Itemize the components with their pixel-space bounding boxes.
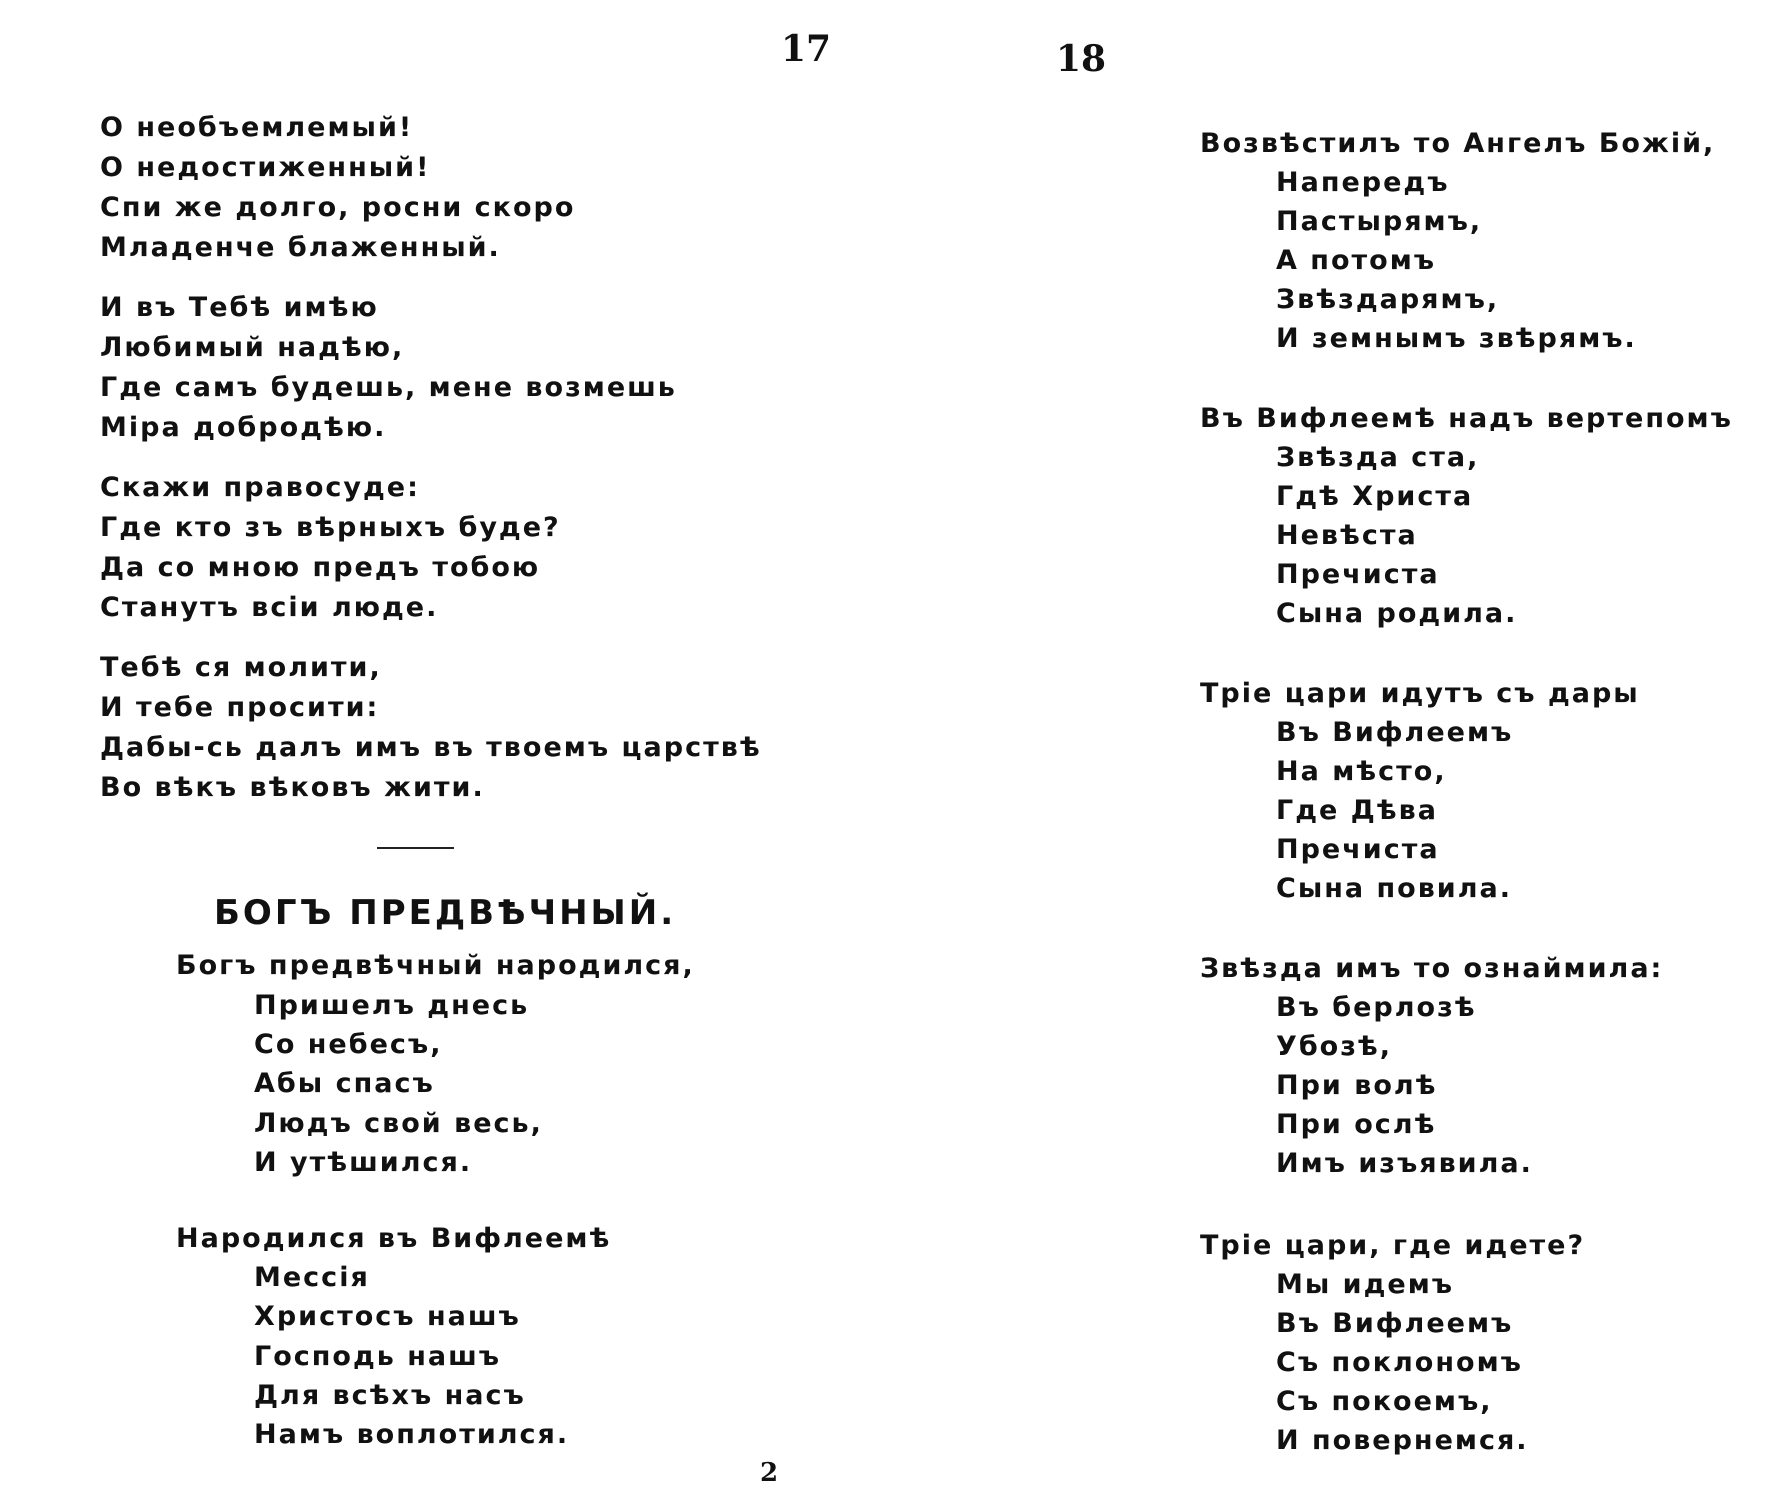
- song-title: БОГЪ ПРЕДВѢЧНЫЙ.: [214, 893, 677, 933]
- verse-line: Пречиста: [1276, 834, 1440, 865]
- verse-line: И земнымъ звѣрямъ.: [1276, 323, 1637, 354]
- verse-line: О необъемлемый!: [100, 112, 414, 143]
- verse-line: Въ Вифлеемъ: [1276, 717, 1514, 748]
- verse-line: Где кто зъ вѣрныхъ буде?: [100, 512, 561, 543]
- verse-line: Мы идемъ: [1276, 1269, 1455, 1300]
- verse-line: Дабы-сь далъ имъ въ твоемъ царствѣ: [100, 732, 762, 763]
- verse-line: Где самъ будешь, мене возмешь: [100, 372, 677, 403]
- verse-line: На мѣсто,: [1276, 756, 1447, 787]
- verse-line: И повернемся.: [1276, 1425, 1529, 1456]
- verse-line: Невѣста: [1276, 520, 1418, 551]
- verse-line: Да со мною предъ тобою: [100, 552, 541, 583]
- verse-line: Въ Вифлеемѣ надъ вертепомъ: [1200, 403, 1733, 434]
- verse-line: Звѣзда имъ то ознаймила:: [1200, 953, 1664, 984]
- verse-line: Имъ изъявила.: [1276, 1148, 1533, 1179]
- signature-mark: 2: [760, 1458, 779, 1488]
- page-number-right: 18: [1056, 38, 1107, 80]
- verse-line: А потомъ: [1276, 245, 1437, 276]
- verse-line: Где Дѣва: [1276, 795, 1438, 826]
- verse-line: Въ берлозѣ: [1276, 992, 1477, 1023]
- verse-line: Звѣзда ста,: [1276, 442, 1480, 473]
- verse-line: Пастырямъ,: [1276, 206, 1483, 237]
- verse-line: Намъ воплотился.: [254, 1419, 570, 1450]
- section-divider: [377, 847, 454, 849]
- verse-line: Возвѣстилъ то Ангелъ Божій,: [1200, 128, 1716, 159]
- verse-line: Пришелъ днесь: [254, 990, 530, 1021]
- verse-line: Съ поклономъ: [1276, 1347, 1523, 1378]
- verse-line: Звѣздарямъ,: [1276, 284, 1500, 315]
- verse-line: Убозѣ,: [1276, 1031, 1393, 1062]
- verse-line: Любимый надѣю,: [100, 332, 405, 363]
- verse-line: Мессія: [254, 1262, 370, 1293]
- verse-line: Младенче блаженный.: [100, 232, 501, 263]
- verse-line: Гдѣ Христа: [1276, 481, 1474, 512]
- verse-line: Пречиста: [1276, 559, 1440, 590]
- verse-line: Абы спасъ: [254, 1068, 435, 1099]
- verse-line: И утѣшился.: [254, 1147, 473, 1178]
- verse-line: Во вѣкъ вѣковъ жити.: [100, 772, 485, 803]
- verse-line: Тебѣ ся молити,: [100, 652, 382, 683]
- verse-line: Сына родила.: [1276, 598, 1518, 629]
- page-number-left: 17: [781, 28, 832, 70]
- verse-line: Богъ предвѣчный народился,: [176, 950, 695, 981]
- verse-line: При ослѣ: [1276, 1109, 1437, 1140]
- verse-line: И тебе просити:: [100, 692, 380, 723]
- verse-line: Народился въ Вифлеемѣ: [176, 1223, 612, 1254]
- verse-line: Напередъ: [1276, 167, 1450, 198]
- verse-line: Тріе цари идутъ съ дары: [1200, 678, 1640, 709]
- verse-line: Для всѣхъ насъ: [254, 1380, 526, 1411]
- verse-line: О недостиженный!: [100, 152, 431, 183]
- verse-line: Спи же долго, росни скоро: [100, 192, 576, 223]
- verse-line: Міра добродѣю.: [100, 412, 387, 443]
- verse-line: Людъ свой весь,: [254, 1108, 543, 1139]
- verse-line: Станутъ всіи люде.: [100, 592, 439, 623]
- verse-line: Сына повила.: [1276, 873, 1512, 904]
- verse-line: И въ Тебѣ имѣю: [100, 292, 379, 323]
- verse-line: Въ Вифлеемъ: [1276, 1308, 1514, 1339]
- verse-line: Господь нашъ: [254, 1341, 502, 1372]
- verse-line: Со небесъ,: [254, 1029, 443, 1060]
- verse-line: Христосъ нашъ: [254, 1301, 521, 1332]
- verse-line: Тріе цари, где идете?: [1200, 1230, 1586, 1261]
- verse-line: При волѣ: [1276, 1070, 1438, 1101]
- verse-line: Скажи правосуде:: [100, 472, 420, 503]
- verse-line: Съ покоемъ,: [1276, 1386, 1493, 1417]
